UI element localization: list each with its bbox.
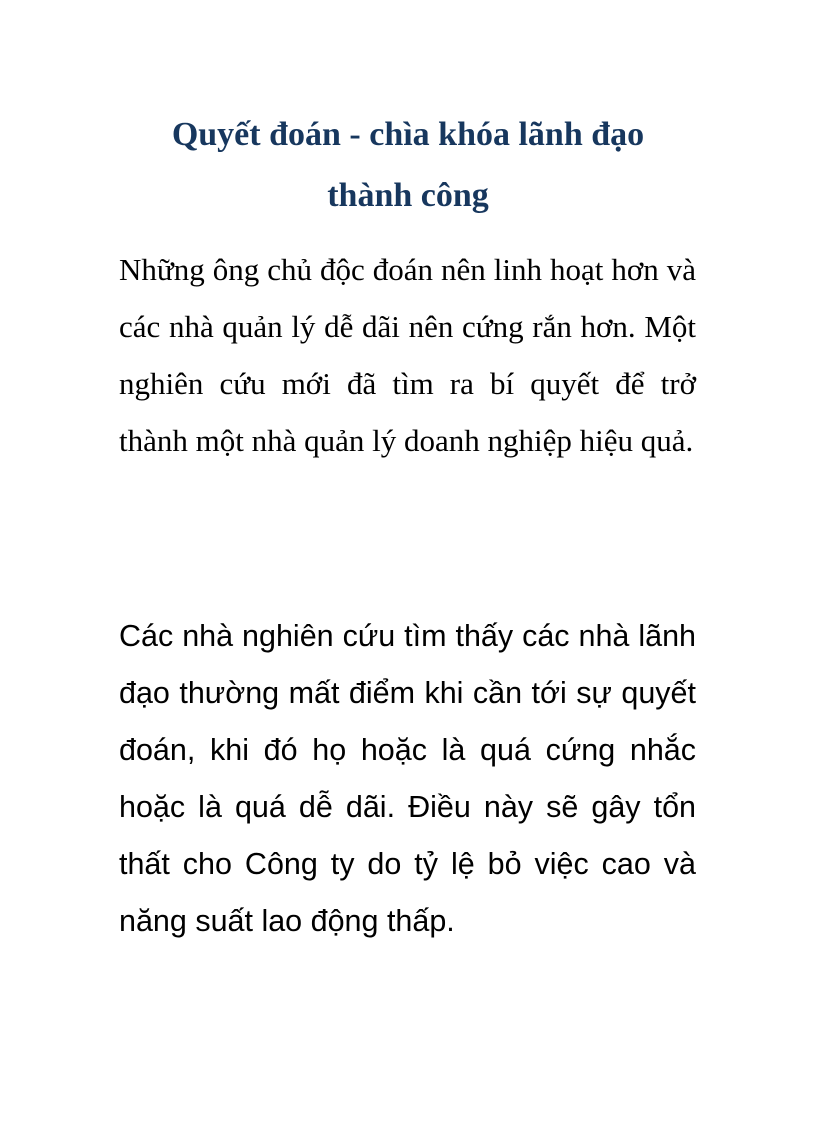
article-title: [110, 104, 706, 226]
body-paragraph: Các nhà nghiên cứu tìm thấy các nhà lãnh đạo thường mất điểm khi cần tới sự quyết đoán, khi đó họ hoặc là quá cứng nhắc hoặc là quá dễ dãi. Điều này sẽ gây tổn thất cho Công ty do tỷ lệ bỏ việc cao và năng suất lao động thấp.: [119, 619, 696, 938]
lead-paragraph: Những ông chủ độc đoán nên linh hoạt hơn và các nhà quản lý dễ dãi nên cứng rắn hơn. Một nghiên cứu mới đã tìm ra bí quyết để trở thành một nhà quản lý doanh nghiệp hiệu quả.: [119, 252, 696, 458]
article-title-line-2: thành công: [327, 177, 489, 214]
article-title-line-1: Quyết đoán - chìa khóa lãnh đạo: [171, 116, 645, 153]
